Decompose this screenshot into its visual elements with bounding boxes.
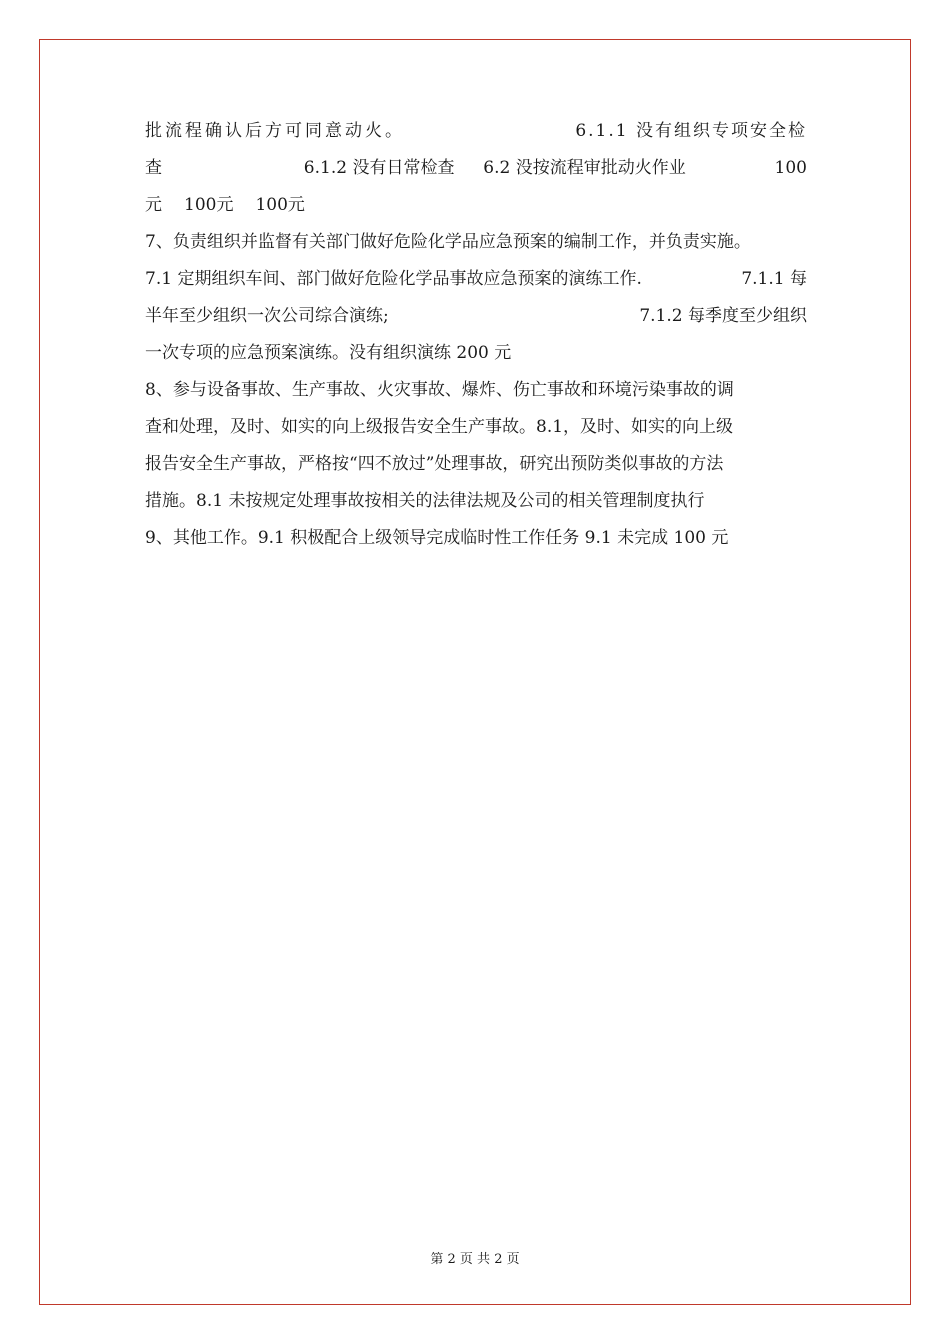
text-segment: 100元 (184, 195, 234, 215)
text-line (145, 409, 807, 446)
text-line (145, 261, 807, 298)
text-segment: 批流程确认后方可同意动火。 (145, 121, 405, 141)
text-segment: 9、其他工作。9.1 积极配合上级领导完成临时性工作任务 9.1 未完成 100 元 (145, 528, 729, 548)
text-segment: 100 (774, 158, 807, 178)
text-line (145, 298, 807, 335)
text-segment: 查 (145, 158, 162, 178)
text-segment: 6.1.2 没有日常检查 (303, 158, 455, 178)
text-segment: 6.2 没按流程审批动火作业 (483, 158, 686, 178)
text-segment: 查和处理，及时、如实的向上级报告安全生产事故。8.1，及时、如实的向上级 (145, 417, 734, 437)
text-segment: 半年至少组织一次公司综合演练; (145, 306, 389, 326)
text-line (145, 446, 807, 483)
text-segment: 6.1.1 没有组织专项安全检 (575, 121, 807, 141)
document-body (145, 113, 807, 557)
text-segment: 元 (145, 195, 162, 215)
text-segment: 8、参与设备事故、生产事故、火灾事故、爆炸、伤亡事故和环境污染事故的调 (145, 380, 734, 400)
text-line (145, 113, 807, 150)
text-segment: 7.1.2 每季度至少组织 (639, 306, 807, 326)
text-segment: 措施。8.1 未按规定处理事故按相关的法律法规及公司的相关管理制度执行 (145, 491, 705, 511)
text-line (145, 372, 807, 409)
text-line (145, 224, 807, 261)
text-segment: 报告安全生产事故，严格按“四不放过”处理事故，研究出预防类似事故的方法 (145, 454, 724, 474)
text-line (145, 520, 807, 557)
text-line (145, 187, 807, 224)
text-segment: 7.1.1 每 (741, 269, 807, 289)
page-footer: 第 2 页 共 2 页 (430, 1252, 520, 1267)
text-segment: 100元 (255, 195, 305, 215)
text-line (145, 335, 807, 372)
text-segment: 7、负责组织并监督有关部门做好危险化学品应急预案的编制工作，并负责实施。 (145, 232, 751, 252)
text-line (145, 483, 807, 520)
text-segment: 7.1 定期组织车间、部门做好危险化学品事故应急预案的演练工作. (145, 269, 642, 289)
text-segment: 一次专项的应急预案演练。没有组织演练 200 元 (145, 343, 512, 363)
text-line (145, 150, 807, 187)
